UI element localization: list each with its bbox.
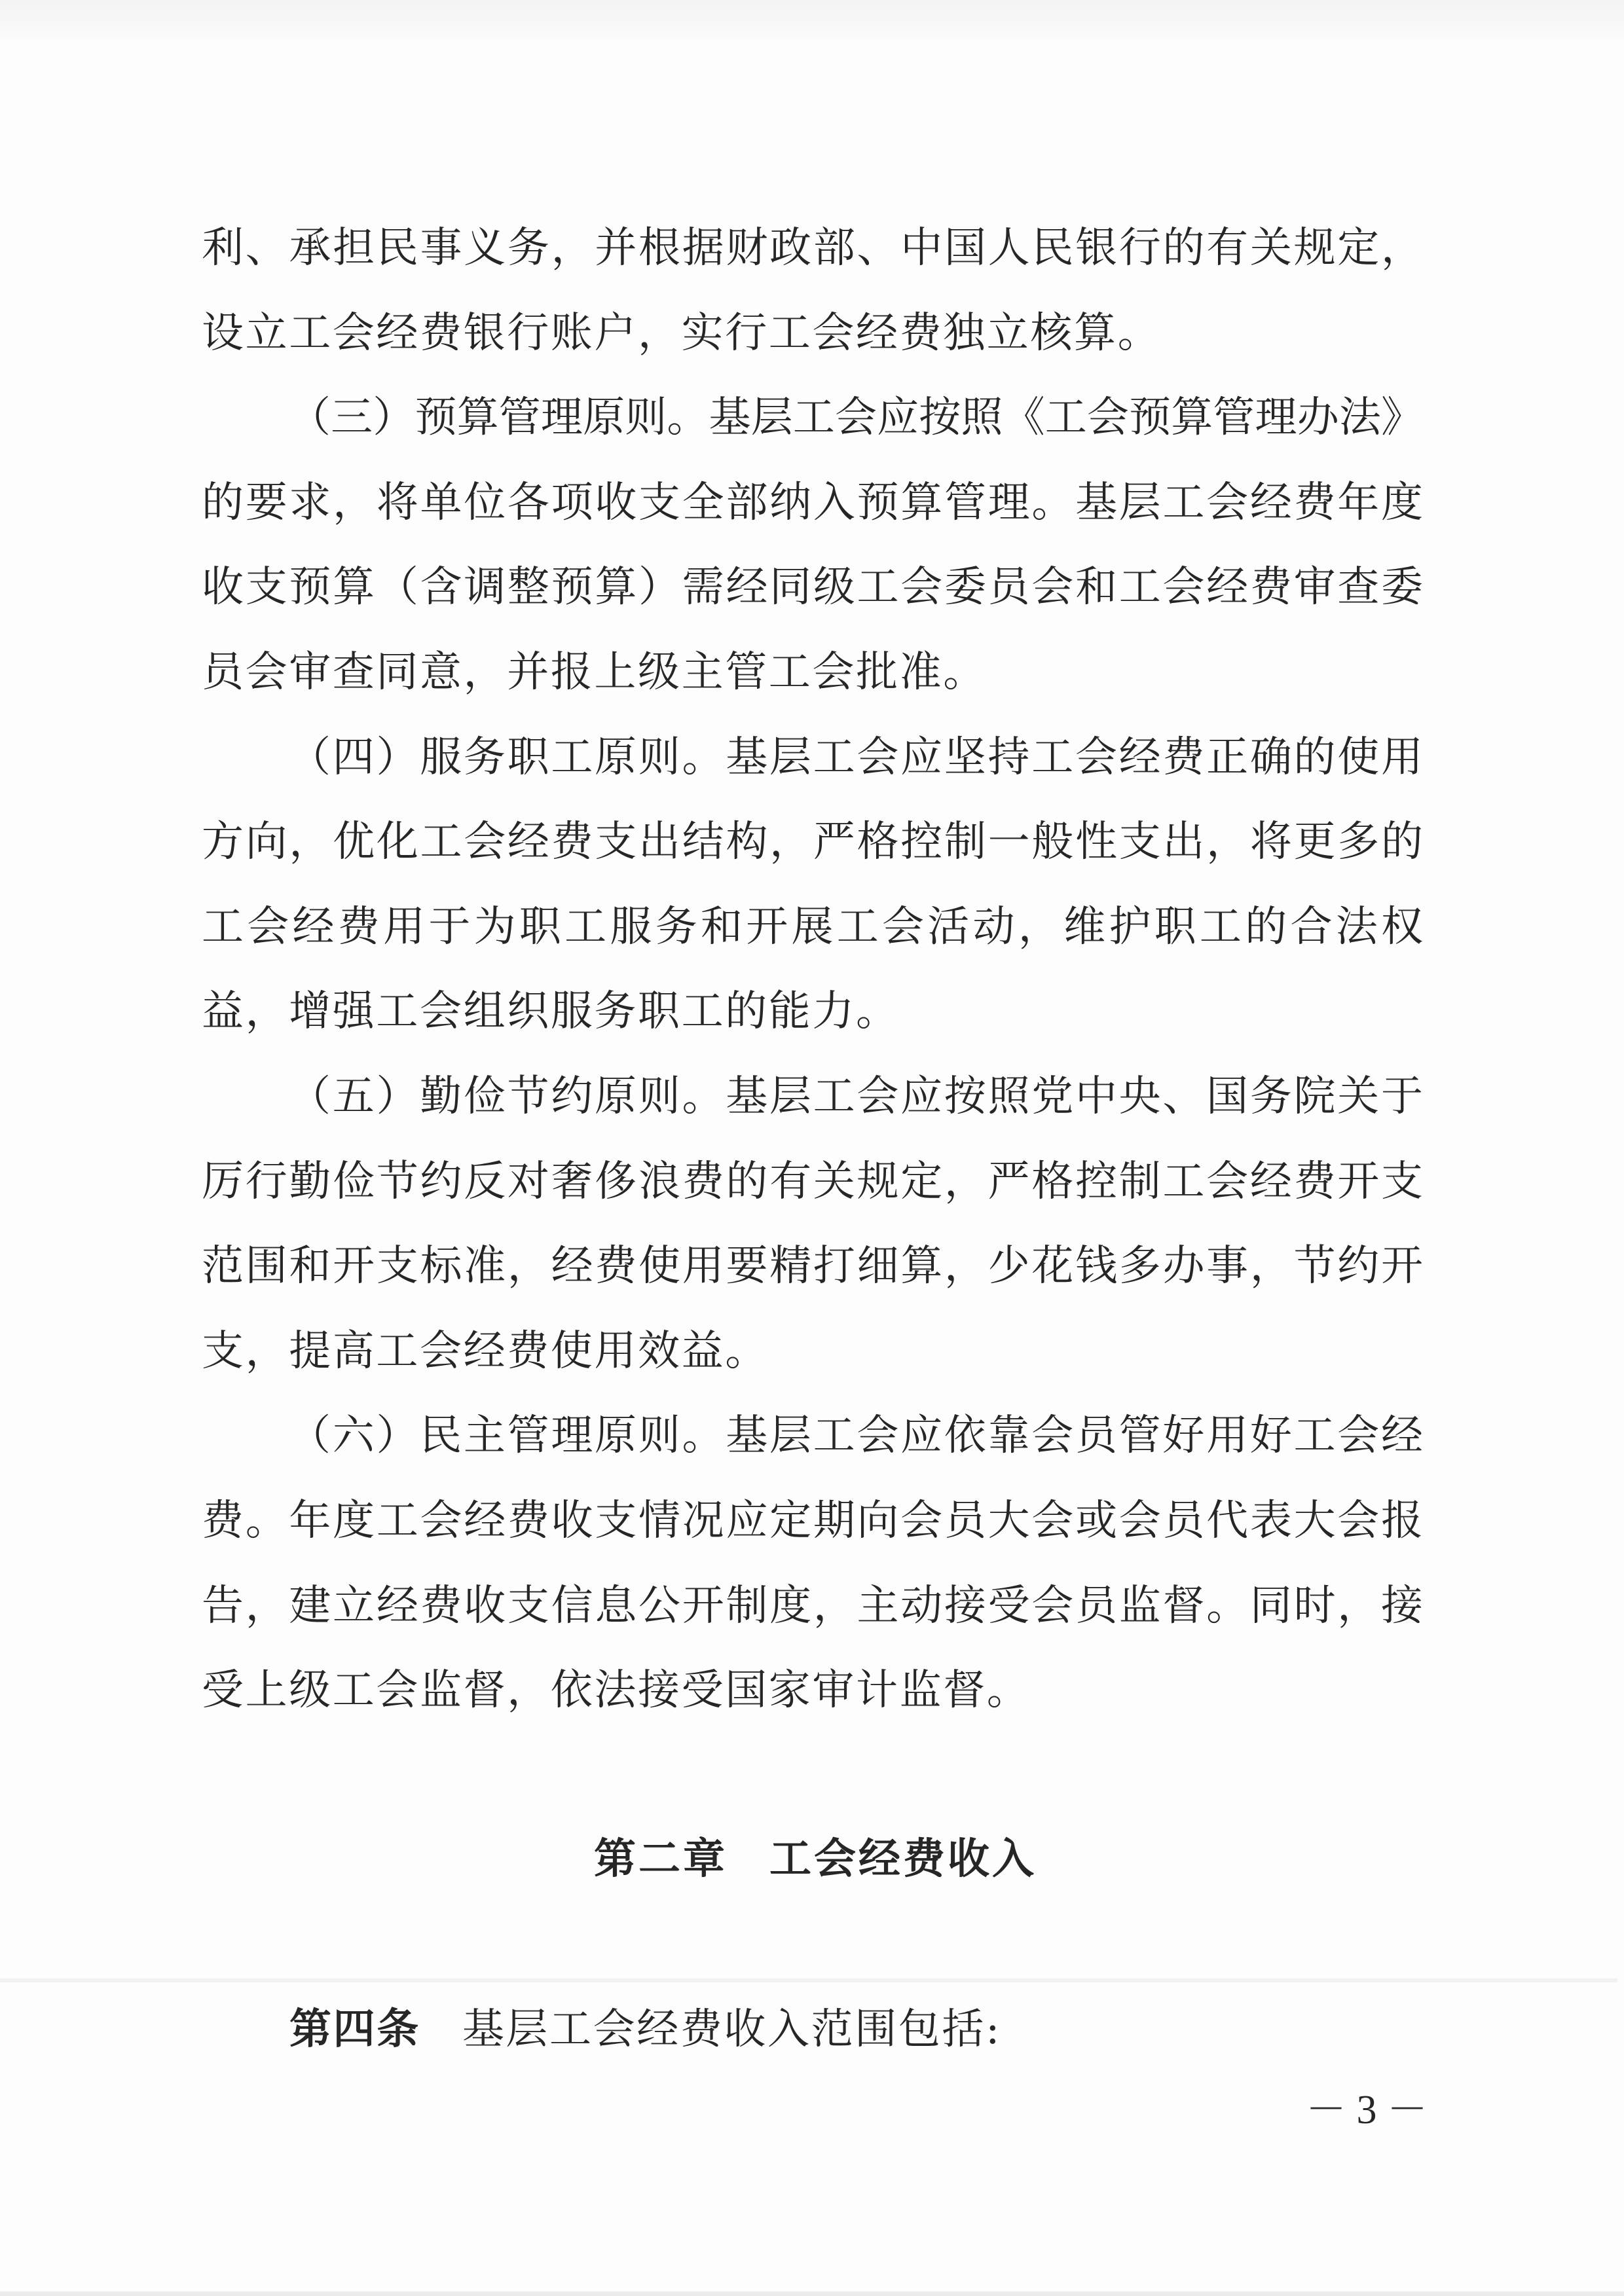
paragraph-first-line: （四）服务职工原则。基层工会应坚持工会经费正确的使用 — [289, 733, 1423, 782]
text-line: 受上级工会监督，依法接受国家审计监督。 — [202, 1666, 1031, 1715]
paragraph-first-line: （五）勤俭节约原则。基层工会应按照党中央、国务院关于 — [289, 1072, 1423, 1121]
text-line: 告，建立经费收支信息公开制度，主动接受会员监督。同时，接 — [202, 1581, 1423, 1630]
paragraph-first-line: （六）民主管理原则。基层工会应依靠会员管好用好工会经 — [289, 1412, 1423, 1461]
text-line: 的要求，将单位各项收支全部纳入预算管理。基层工会经费年度 — [202, 478, 1423, 527]
text-line: 费。年度工会经费收支情况应定期向会员大会或会员代表大会报 — [202, 1496, 1423, 1545]
scan-bottom-edge — [0, 2291, 1624, 2296]
chapter-title: 工会经费收入 — [769, 1835, 1037, 1884]
text-line: 支，提高工会经费使用效益。 — [202, 1326, 769, 1376]
document-body — [202, 206, 1423, 1734]
text-line: 员会审查同意，并报上级主管工会批准。 — [202, 647, 987, 697]
text-line: 范围和开支标准，经费使用要精打细算，少花钱多办事，节约开 — [202, 1242, 1423, 1291]
chapter-number: 第二章 — [594, 1835, 728, 1884]
text-line: 收支预算（含调整预算）需经同级工会委员会和工会经费审查委 — [202, 563, 1423, 612]
article-label: 第四条 — [289, 2005, 420, 2054]
scan-top-shadow — [0, 0, 1624, 39]
chapter-heading — [0, 1833, 1624, 1886]
scan-seam — [0, 1978, 1617, 1982]
text-line: 工会经费用于为职工服务和开展工会活动，维护职工的合法权 — [202, 902, 1423, 951]
article-paragraph — [289, 2003, 1001, 2056]
text-line: 设立工会经费银行账户，实行工会经费独立核算。 — [202, 308, 1162, 357]
text-line: 利、承担民事义务，并根据财政部、中国人民银行的有关规定， — [202, 224, 1423, 272]
text-line: 厉行勤俭节约反对奢侈浪费的有关规定，严格控制工会经费开支 — [202, 1157, 1423, 1206]
text-line: 方向，优化工会经费支出结构，严格控制一般性支出，将更多的 — [202, 818, 1423, 867]
article-text: 基层工会经费收入范围包括: — [462, 2005, 1002, 2054]
text-line: 益，增强工会组织服务职工的能力。 — [202, 987, 900, 1036]
paragraph-first-line: （三）预算管理原则。基层工会应按照《工会预算管理办法》 — [289, 393, 1423, 443]
page-number: － 3 － — [1305, 2088, 1428, 2132]
